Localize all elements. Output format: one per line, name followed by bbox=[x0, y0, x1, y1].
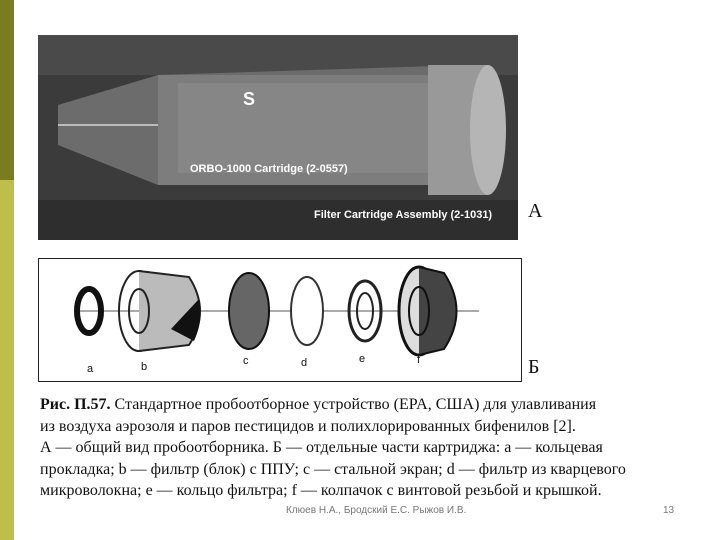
caption-line-3: А — общий вид пробоотборника. Б — отдельные части картриджа: a — кольцевая bbox=[40, 439, 603, 456]
parts-panel bbox=[38, 258, 522, 382]
parts-drawing bbox=[39, 259, 521, 381]
orbo-label: ORBO-1000 Cartridge (2-0557) bbox=[190, 163, 348, 175]
part-label-c: c bbox=[243, 355, 249, 367]
side-bar-dark bbox=[0, 0, 14, 180]
part-label-f: f bbox=[417, 354, 421, 366]
page-number: 13 bbox=[663, 505, 675, 516]
part-label-d: d bbox=[301, 357, 308, 369]
figure-caption bbox=[40, 394, 700, 502]
label-A: А bbox=[528, 200, 543, 222]
supelco-logo: S bbox=[243, 89, 256, 109]
caption-line-4: прокладка; b — фильтр (блок) с ППУ; c — стальной экран; d — фильтр из кварцевого bbox=[40, 460, 626, 478]
label-B: Б bbox=[528, 356, 540, 378]
part-label-a: a bbox=[87, 363, 94, 375]
caption-title: Рис. П.57. bbox=[40, 396, 111, 413]
sampler-photo bbox=[38, 35, 518, 240]
slide-footer: Клюев Н.А., Бродский Е.С. Рыжов И.В. bbox=[286, 505, 467, 516]
caption-line-2: из воздуха аэрозоля и паров пестицидов и полихлорированных бифенилов [2]. bbox=[40, 417, 576, 435]
part-label-e: e bbox=[359, 353, 366, 365]
caption-line-1-text: Стандартное пробоотборное устройство (EPA, США) для улавливания bbox=[114, 396, 597, 413]
caption-line-1 bbox=[40, 394, 700, 416]
part-label-b: b bbox=[141, 361, 148, 373]
caption-line-5: микроволокна; e — кольцо фильтра; f — колпачок с винтовой резьбой и крышкой. bbox=[40, 482, 602, 499]
filter-cartridge-label: Filter Cartridge Assembly (2-1031) bbox=[314, 209, 493, 221]
side-bar-light bbox=[0, 180, 14, 540]
